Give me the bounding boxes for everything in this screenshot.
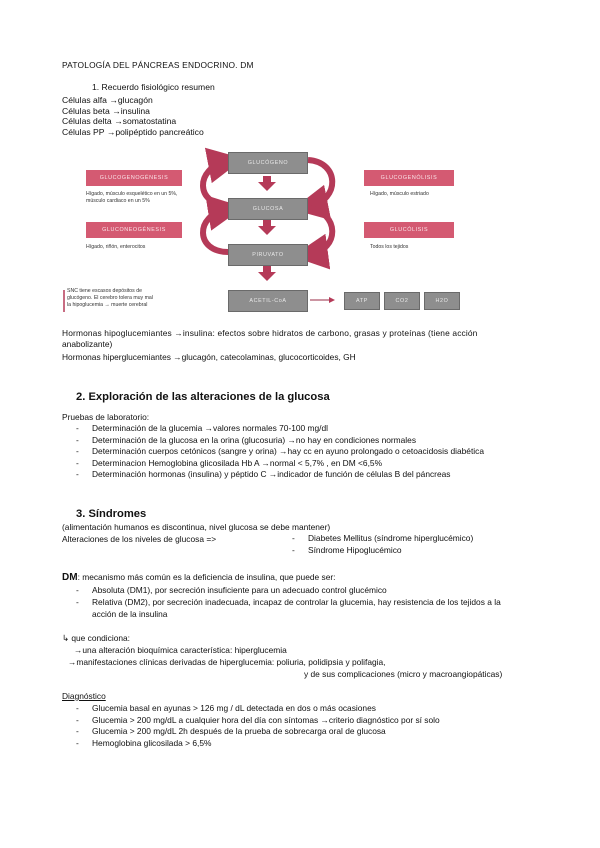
- section-2-intro: Pruebas de laboratorio:: [62, 412, 150, 422]
- box-glucosa: GLUCOSA: [228, 198, 308, 220]
- dm-definition: [62, 572, 335, 583]
- alteraciones-label: Alteraciones de los niveles de glucosa =>: [62, 534, 217, 544]
- note-glucogenogenesis-2: músculo cardiaco en un 5%: [86, 198, 150, 204]
- hormones-hypo-line1: Hormonas hipoglucemiantes →insulina: efectos sobre hidratos de carbono, grasas y proteínas (tiene acción: [62, 328, 478, 338]
- note-gluconeogenesis: Hígado, riñón, enterocitos: [86, 244, 146, 250]
- dm-definition-text: : mecanismo más común es la deficiencia de insulina, que puede ser:: [77, 572, 336, 582]
- left-curve-arrow-bottom: [203, 210, 228, 252]
- box-co2: CO2: [384, 292, 420, 310]
- diagnostico-heading: Diagnóstico: [62, 691, 106, 701]
- left-curve-arrow-top: [203, 162, 228, 205]
- cell-alfa: Células alfa →glucagón: [62, 95, 153, 105]
- condiciona-item-3: y de sus complicaciones (micro y macroangiopáticas): [304, 669, 503, 679]
- list-item: - Determinacion Hemoglobina glicosilada Hb A →normal < 5,7% , en DM <6,5%: [62, 458, 484, 470]
- note-glucolisis: Todos los tejidos: [370, 244, 409, 250]
- dm-types-list: [62, 585, 501, 608]
- list-item: - Glucemia > 200 mg/dL a cualquier hora del día con síntomas →criterio diagnóstico por sí solo: [62, 715, 440, 727]
- cell-pp: Células PP →polipéptido pancreático: [62, 126, 204, 137]
- down-arrow-1: [258, 176, 276, 191]
- note-glucogenolisis: Hígado, músculo estriado: [370, 191, 429, 197]
- section-3-note: (alimentación humanos es discontinua, nivel glucosa se debe mantener): [62, 522, 331, 532]
- list-item: - Glucemia basal en ayunas > 126 mg / dL detectada en dos o más ocasiones: [62, 703, 440, 715]
- section-1-heading: 1. Recuerdo fisiológico resumen: [92, 82, 215, 92]
- condiciona-item-1: →una alteración bioquímica característica: hiperglucemia: [74, 645, 287, 655]
- list-item: - Absoluta (DM1), por secreción insuficiente para un adecuado control glucémico: [62, 585, 501, 597]
- snc-note-1: SNC tiene escasos depósitos de: [67, 288, 142, 294]
- list-item: - Síndrome Hipoglucémico: [278, 545, 473, 557]
- lab-tests-list: [62, 423, 484, 481]
- alteraciones-list: [278, 533, 473, 556]
- cell-beta: Células beta →insulina: [62, 105, 150, 116]
- down-arrow-2: [258, 220, 276, 235]
- condiciona-item-2: →manifestaciones clínicas derivadas de hiperglucemia: poliuria, polidipsia y polifagia,: [68, 657, 386, 667]
- box-piruvato: PIRUVATO: [228, 244, 308, 266]
- right-curve-arrow-bottom: [308, 208, 332, 254]
- list-item: - Determinación cuerpos cetónicos (sangre y orina) →hay cc en ayuno prolongado o cetoacidosis diabética: [62, 446, 484, 458]
- box-glucogeno: GLUCÓGENO: [228, 152, 308, 174]
- box-h2o: H2O: [424, 292, 460, 310]
- hormones-hypo-line2: anabolizante): [62, 339, 113, 349]
- list-item: - Hemoglobina glicosilada > 6,5%: [62, 738, 440, 750]
- snc-note-2: glucógeno. El cerebro tolera muy mal: [67, 295, 153, 301]
- condiciona-label: ↳ que condiciona:: [62, 633, 131, 643]
- section-3-heading: 3. Síndromes: [76, 508, 147, 520]
- box-acetil-coa: ACETIL-CoA: [228, 290, 308, 312]
- list-item: - Glucemia > 200 mg/dL 2h después de la prueba de sobrecarga oral de glucosa: [62, 726, 440, 738]
- note-glucogenogenesis-1: Hígado, músculo esquelético en un 5%,: [86, 191, 178, 197]
- label-glucogenogenesis: GLUCOGENOGÉNESIS: [86, 170, 182, 186]
- label-gluconeogenesis: GLUCONEOGÉNESIS: [86, 222, 182, 238]
- down-arrow-3: [258, 266, 276, 281]
- hormones-hyper: Hormonas hiperglucemiantes →glucagón, catecolaminas, glucocorticoides, GH: [62, 352, 356, 362]
- snc-note-3: la hipoglucemia → muerte cerebral: [67, 302, 148, 308]
- right-curve-arrow-top: [308, 160, 332, 206]
- list-item: - Relativa (DM2), por secreción inadecuada, incapaz de controlar la glucemia, hay resistencia de los tejidos a la: [62, 597, 501, 609]
- section-2-heading: 2. Exploración de las alteraciones de la glucosa: [76, 391, 330, 403]
- list-item: - Diabetes Mellitus (síndrome hiperglucémico): [278, 533, 473, 545]
- cell-delta: Células delta →somatostatina: [62, 116, 177, 127]
- list-item: - Determinación de la glucosa en la orina (glucosuria) →no hay en condiciones normales: [62, 435, 484, 447]
- label-glucolisis: GLUCÓLISIS: [364, 222, 454, 238]
- box-atp: ATP: [344, 292, 380, 310]
- diagnostico-list: [62, 703, 440, 749]
- list-item: - Determinación hormonas (insulina) y péptido C →indicador de función de células B del páncreas: [62, 469, 484, 481]
- label-glucogenolisis: GLUCOGENÓLISIS: [364, 170, 454, 186]
- dm-abbrev: DM: [62, 572, 78, 583]
- page-title: PATOLOGÍA DEL PÁNCREAS ENDOCRINO. DM: [62, 60, 254, 70]
- list-item: - Determinación de la glucemia →valores normales 70-100 mg/dl: [62, 423, 484, 435]
- dm-types-continuation: acción de la insulina: [92, 609, 168, 619]
